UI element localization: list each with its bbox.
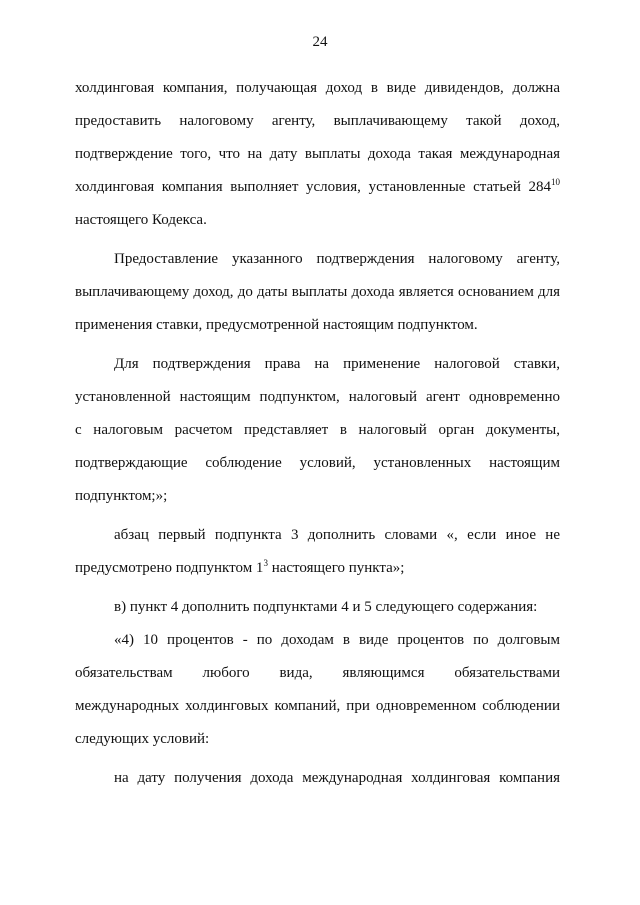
paragraph-5-line-1: в) пункт 4 дополнить подпунктами 4 и 5 следующего содержания: xyxy=(114,599,538,615)
paragraph-3-line-1: Для подтверждения права на применение налоговой ставки, xyxy=(114,356,560,372)
paragraph-3-line-5: подпунктом;»; xyxy=(75,488,168,504)
paragraph-3-line-4: подтверждающие соблюдение условий, установленных настоящим xyxy=(75,455,560,471)
paragraph-6-line-3: международных холдинговых компаний, при одновременном соблюдении xyxy=(75,698,560,714)
paragraph-4-line-2-text: предусмотрено подпунктом 1 xyxy=(75,560,264,576)
paragraph-4-line-1: абзац первый подпункта 3 дополнить словами «, если иное не xyxy=(114,527,560,543)
paragraph-1-line-4 xyxy=(75,178,560,196)
subparagraph-superscript: 3 xyxy=(263,558,268,568)
paragraph-4-line-2-tail: настоящего пункта»; xyxy=(267,560,405,576)
paragraph-2-line-1: Предоставление указанного подтверждения налоговому агенту, xyxy=(114,251,560,267)
paragraph-3-line-2: установленной настоящим подпунктом, налоговый агент одновременно xyxy=(75,389,560,405)
paragraph-2-line-2: выплачивающему доход, до даты выплаты дохода является основанием для xyxy=(75,284,560,300)
article-superscript: 10 xyxy=(551,177,560,187)
page-number: 24 xyxy=(312,34,328,50)
paragraph-1-line-1: холдинговая компания, получающая доход в виде дивидендов, должна xyxy=(75,80,560,96)
paragraph-4-line-2 xyxy=(75,559,560,577)
paragraph-6-line-1: «4) 10 процентов - по доходам в виде процентов по долговым xyxy=(114,632,560,648)
paragraph-2-line-3: применения ставки, предусмотренной настоящим подпунктом. xyxy=(75,317,478,333)
paragraph-1-line-2: предоставить налоговому агенту, выплачивающему такой доход, xyxy=(75,113,560,129)
paragraph-1-line-3: подтверждение того, что на дату выплаты дохода такая международная xyxy=(75,146,560,162)
paragraph-3-line-3: с налоговым расчетом представляет в налоговый орган документы, xyxy=(75,422,560,438)
paragraph-7-line-1: на дату получения дохода международная холдинговая компания xyxy=(114,770,560,786)
paragraph-1-line-4-text: холдинговая компания выполняет условия, установленные статьей 284 xyxy=(75,179,551,195)
paragraph-1-line-5: настоящего Кодекса. xyxy=(75,212,207,228)
paragraph-6-line-2: обязательствам любого вида, являющимся обязательствами xyxy=(75,665,560,681)
paragraph-6-line-4: следующих условий: xyxy=(75,731,210,747)
